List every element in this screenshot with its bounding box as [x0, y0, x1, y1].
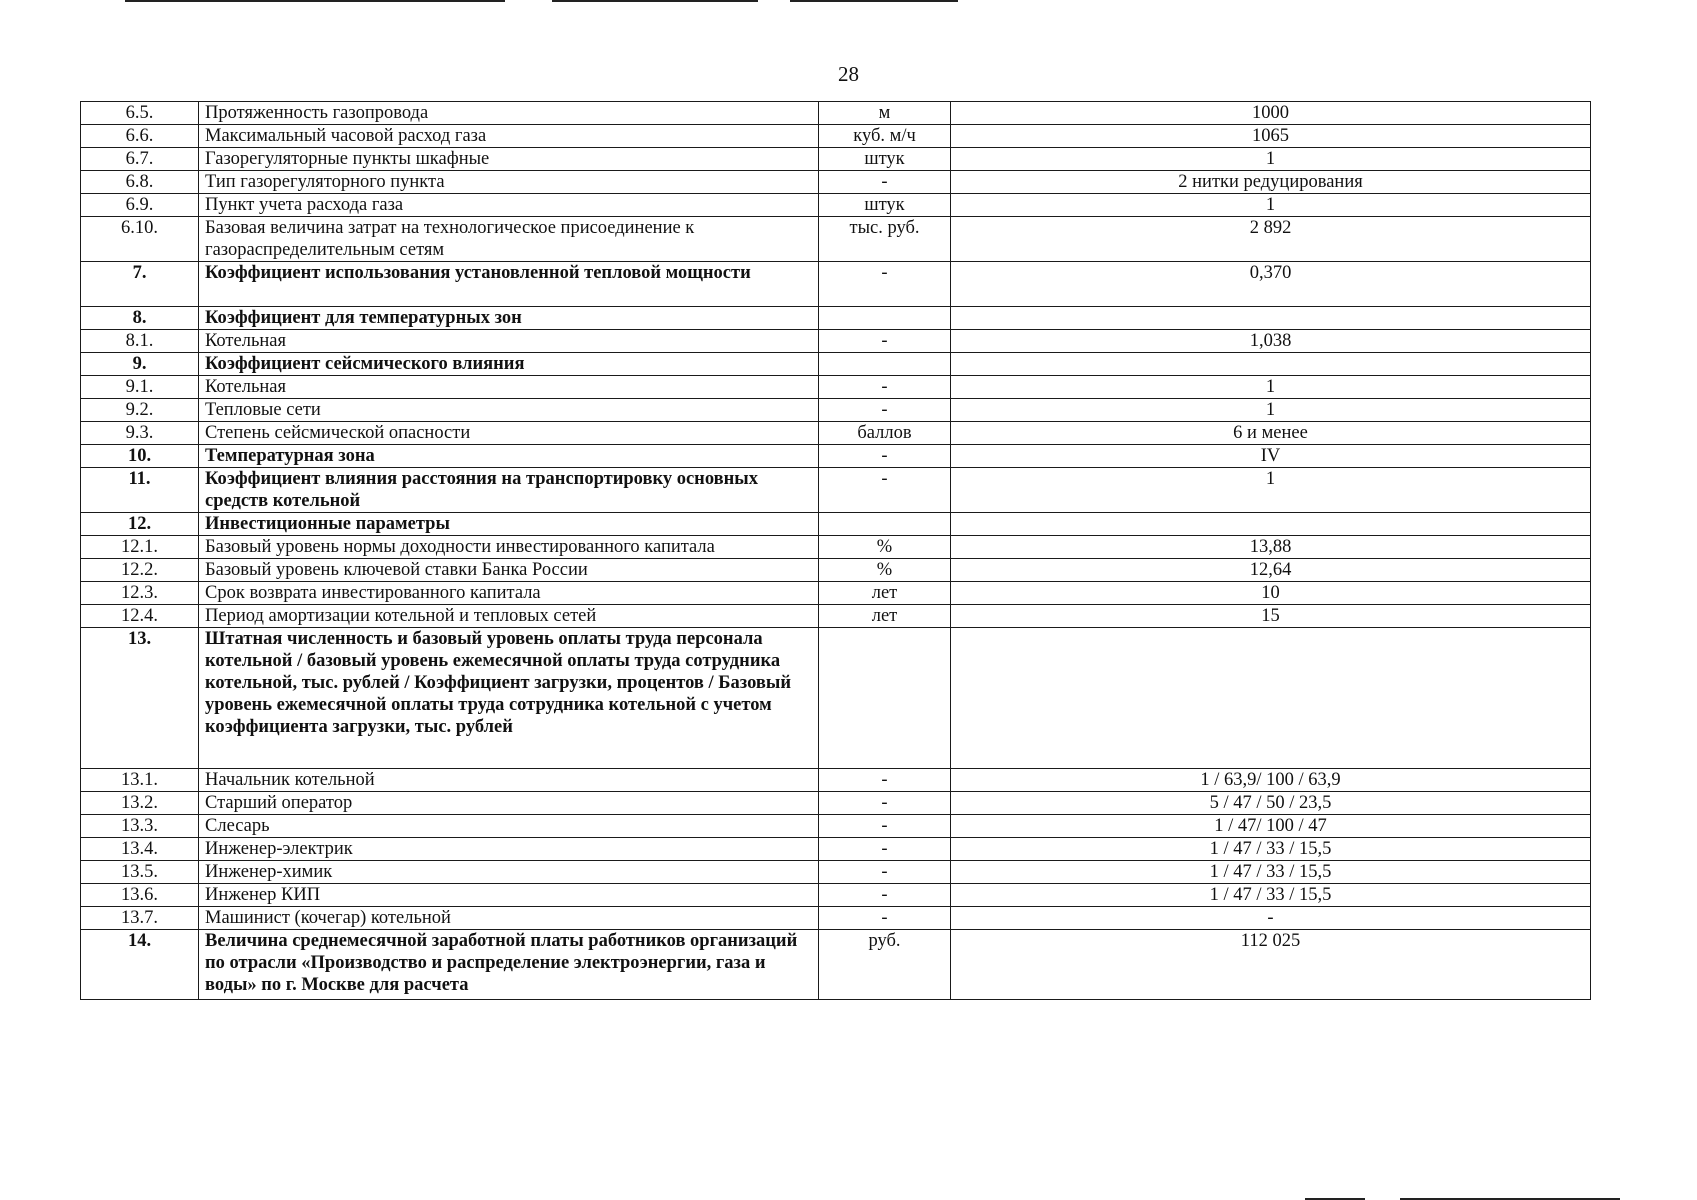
row-value: 13,88: [951, 536, 1591, 559]
row-number: 7.: [81, 262, 199, 307]
row-value: 1,038: [951, 330, 1591, 353]
table-row: [81, 536, 1591, 559]
row-unit: -: [819, 330, 951, 353]
row-unit: -: [819, 838, 951, 861]
table-row: [81, 399, 1591, 422]
row-value: [951, 307, 1591, 330]
table-row: [81, 815, 1591, 838]
table-row: [81, 125, 1591, 148]
table-row: [81, 376, 1591, 399]
row-unit: -: [819, 861, 951, 884]
row-name: Базовый уровень нормы доходности инвестированного капитала: [199, 536, 819, 559]
row-unit: %: [819, 559, 951, 582]
row-value: 1 / 47 / 33 / 15,5: [951, 884, 1591, 907]
row-name: Котельная: [199, 376, 819, 399]
row-unit: лет: [819, 582, 951, 605]
row-name: Максимальный часовой расход газа: [199, 125, 819, 148]
row-name: Инженер-электрик: [199, 838, 819, 861]
row-name: Период амортизации котельной и тепловых сетей: [199, 605, 819, 628]
row-unit: [819, 307, 951, 330]
table-row: [81, 194, 1591, 217]
row-unit: -: [819, 792, 951, 815]
row-name: Слесарь: [199, 815, 819, 838]
table-row: [81, 907, 1591, 930]
row-name: Тип газорегуляторного пункта: [199, 171, 819, 194]
row-unit: [819, 353, 951, 376]
row-unit: руб.: [819, 930, 951, 1000]
table-row: [81, 769, 1591, 792]
row-number: 12.4.: [81, 605, 199, 628]
page-number: 28: [838, 62, 859, 86]
row-name: Базовый уровень ключевой ставки Банка России: [199, 559, 819, 582]
row-number: 13.4.: [81, 838, 199, 861]
row-value: 1: [951, 148, 1591, 171]
row-unit: куб. м/ч: [819, 125, 951, 148]
row-unit: -: [819, 815, 951, 838]
table-row: [81, 792, 1591, 815]
row-number: 9.1.: [81, 376, 199, 399]
row-value: 0,370: [951, 262, 1591, 307]
top-page-rule: [125, 0, 505, 2]
row-unit: -: [819, 884, 951, 907]
row-number: 12.2.: [81, 559, 199, 582]
row-number: 13.5.: [81, 861, 199, 884]
table-row: [81, 838, 1591, 861]
table-row: [81, 148, 1591, 171]
row-number: 9.2.: [81, 399, 199, 422]
table-row: [81, 330, 1591, 353]
table-row: [81, 171, 1591, 194]
row-number: 12.3.: [81, 582, 199, 605]
row-name: Газорегуляторные пункты шкафные: [199, 148, 819, 171]
row-unit: [819, 628, 951, 769]
row-name: Величина среднемесячной заработной платы работников организаций по отрасли «Производство и распределение электроэнергии, газа и воды» по г. Москве для расчета: [199, 930, 819, 1000]
row-value: 2 892: [951, 217, 1591, 262]
table-row: [81, 628, 1591, 769]
row-value: 1: [951, 194, 1591, 217]
row-name: Инженер КИП: [199, 884, 819, 907]
table-row: [81, 422, 1591, 445]
row-value: 12,64: [951, 559, 1591, 582]
row-unit: -: [819, 907, 951, 930]
table-row: [81, 559, 1591, 582]
row-number: 6.9.: [81, 194, 199, 217]
row-name: Коэффициент влияния расстояния на транспортировку основных средств котельной: [199, 468, 819, 513]
row-number: 14.: [81, 930, 199, 1000]
row-value: 1 / 47/ 100 / 47: [951, 815, 1591, 838]
row-name: Коэффициент для температурных зон: [199, 307, 819, 330]
table-row: [81, 513, 1591, 536]
row-number: 12.1.: [81, 536, 199, 559]
row-value: IV: [951, 445, 1591, 468]
row-value: [951, 628, 1591, 769]
row-number: 6.8.: [81, 171, 199, 194]
table-row: [81, 930, 1591, 1000]
row-number: 13.1.: [81, 769, 199, 792]
row-unit: тыс. руб.: [819, 217, 951, 262]
row-value: 1065: [951, 125, 1591, 148]
row-name: Базовая величина затрат на технологическое присоединение к газораспределительным сетям: [199, 217, 819, 262]
row-name: Протяженность газопровода: [199, 102, 819, 125]
row-value: [951, 353, 1591, 376]
row-name: Тепловые сети: [199, 399, 819, 422]
row-number: 10.: [81, 445, 199, 468]
row-unit: штук: [819, 194, 951, 217]
row-number: 13.3.: [81, 815, 199, 838]
row-number: 13.2.: [81, 792, 199, 815]
row-name: Инвестиционные параметры: [199, 513, 819, 536]
row-value: 1 / 47 / 33 / 15,5: [951, 838, 1591, 861]
row-unit: -: [819, 468, 951, 513]
row-unit: -: [819, 262, 951, 307]
row-name: Инженер-химик: [199, 861, 819, 884]
row-number: 6.7.: [81, 148, 199, 171]
table-row: [81, 861, 1591, 884]
row-unit: -: [819, 171, 951, 194]
row-value: [951, 513, 1591, 536]
row-value: 1: [951, 468, 1591, 513]
row-number: 13.7.: [81, 907, 199, 930]
row-value: -: [951, 907, 1591, 930]
parameters-table: [80, 101, 1591, 1000]
row-unit: -: [819, 376, 951, 399]
row-name: Машинист (кочегар) котельной: [199, 907, 819, 930]
table-row: [81, 468, 1591, 513]
row-value: 10: [951, 582, 1591, 605]
row-unit: штук: [819, 148, 951, 171]
row-number: 6.10.: [81, 217, 199, 262]
row-value: 2 нитки редуцирования: [951, 171, 1591, 194]
table-row: [81, 582, 1591, 605]
row-number: 9.: [81, 353, 199, 376]
row-value: 1000: [951, 102, 1591, 125]
row-unit: -: [819, 399, 951, 422]
row-value: 15: [951, 605, 1591, 628]
top-page-rule: [790, 0, 958, 2]
row-name: Коэффициент сейсмического влияния: [199, 353, 819, 376]
row-number: 13.6.: [81, 884, 199, 907]
row-value: 1: [951, 376, 1591, 399]
row-value: 6 и менее: [951, 422, 1591, 445]
row-name: Коэффициент использования установленной тепловой мощности: [199, 262, 819, 307]
row-number: 6.5.: [81, 102, 199, 125]
row-name: Начальник котельной: [199, 769, 819, 792]
row-unit: %: [819, 536, 951, 559]
row-name: Пункт учета расхода газа: [199, 194, 819, 217]
row-unit: -: [819, 769, 951, 792]
row-number: 6.6.: [81, 125, 199, 148]
row-unit: баллов: [819, 422, 951, 445]
row-value: 112 025: [951, 930, 1591, 1000]
row-name: Штатная численность и базовый уровень оплаты труда персонала котельной / базовый уровень ежемесячной оплаты труда сотрудника котельной, тыс. рублей / Коэффициент загрузки, процентов / Базовый уровень ежемесячной оплаты труда сотрудника котельной с учетом коэффициента загрузки, тыс. рублей: [199, 628, 819, 769]
table-row: [81, 262, 1591, 307]
row-name: Температурная зона: [199, 445, 819, 468]
row-number: 12.: [81, 513, 199, 536]
table-row: [81, 102, 1591, 125]
top-page-rule: [552, 0, 758, 2]
table-row: [81, 217, 1591, 262]
row-value: 1 / 63,9/ 100 / 63,9: [951, 769, 1591, 792]
row-name: Котельная: [199, 330, 819, 353]
table-row: [81, 605, 1591, 628]
row-unit: лет: [819, 605, 951, 628]
row-name: Срок возврата инвестированного капитала: [199, 582, 819, 605]
row-name: Степень сейсмической опасности: [199, 422, 819, 445]
row-number: 13.: [81, 628, 199, 769]
table-row: [81, 353, 1591, 376]
row-value: 5 / 47 / 50 / 23,5: [951, 792, 1591, 815]
row-unit: [819, 513, 951, 536]
row-value: 1 / 47 / 33 / 15,5: [951, 861, 1591, 884]
row-unit: м: [819, 102, 951, 125]
row-name: Старший оператор: [199, 792, 819, 815]
table-row: [81, 884, 1591, 907]
row-number: 9.3.: [81, 422, 199, 445]
table-row: [81, 307, 1591, 330]
row-value: 1: [951, 399, 1591, 422]
table-row: [81, 445, 1591, 468]
row-number: 8.: [81, 307, 199, 330]
row-number: 11.: [81, 468, 199, 513]
row-unit: -: [819, 445, 951, 468]
row-number: 8.1.: [81, 330, 199, 353]
